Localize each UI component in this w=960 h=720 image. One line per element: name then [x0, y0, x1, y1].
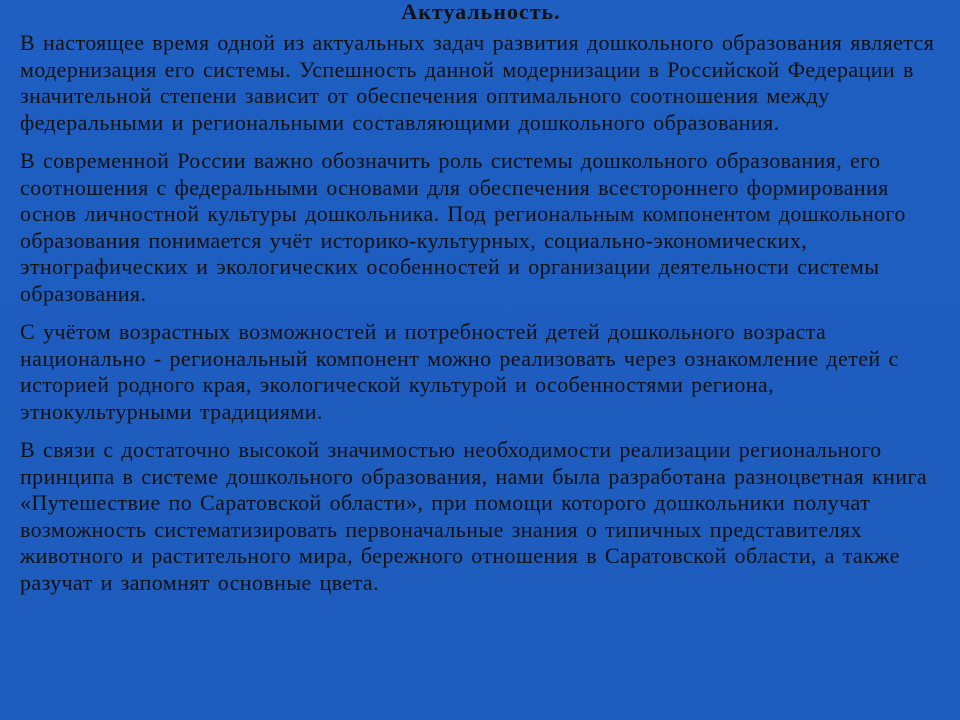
- paragraph-4: В связи с достаточно высокой значимостью необходимости реализации регионального принципа в системе дошкольного образования, нами была разработана разноцветная книга «Путешествие по Саратовской области», при помощи которого дошкольники получат возможность систематизировать первоначальные знания о типичных представителях животного и растительного мира, бережного отношения в Саратовской области, а также разучат и запомнят основные цвета.: [20, 437, 928, 595]
- paragraph-2: В современной России важно обозначить роль системы дошкольного образования, его соотношения с федеральными основами для обеспечения всестороннего формирования основ личностной культуры дошкольника. Под региональным компонентом дошкольного образования понимается учёт историко-культурных, социально-экономических, этнографических и экологических особенностей и организации деятельности системы образования.: [20, 148, 906, 306]
- paragraph-3: С учётом возрастных возможностей и потребностей детей дошкольного возраста национально - региональный компонент можно реализовать через ознакомление детей с историей родного края, экологической культурой и особенностями региона, этнокультурными традициями.: [20, 319, 899, 424]
- paragraph-1: В настоящее время одной из актуальных задач развития дошкольного образования является модернизация его системы. Успешность данной модернизации в Российской Федерации в значительной степени зависит от обеспечения оптимального соотношения между федеральными и региональными составляющими дошкольного образования.: [20, 30, 935, 135]
- slide-title: Актуальность.: [401, 0, 561, 24]
- slide-body: [20, 30, 942, 596]
